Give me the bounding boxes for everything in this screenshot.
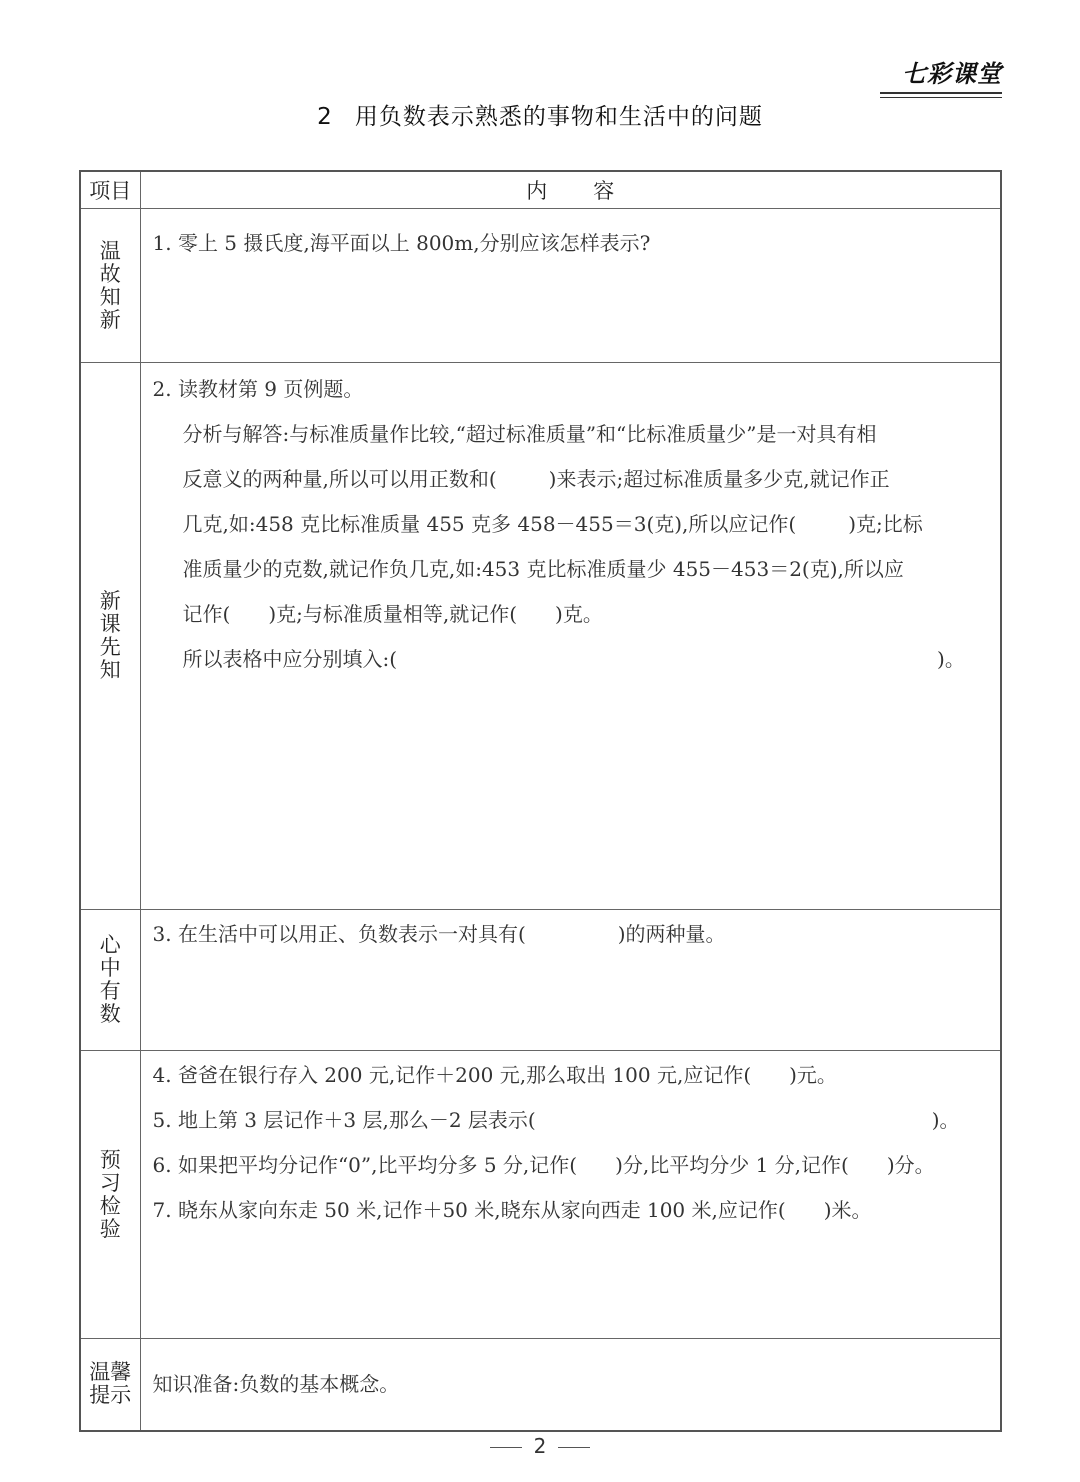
row-label-review (80, 209, 140, 363)
page-number-text: 2 (533, 1434, 547, 1458)
row-new-lesson (80, 363, 1001, 910)
header-content-text: 内容 (526, 179, 661, 203)
row-content-review (140, 209, 1001, 363)
text-segment: )元。 (789, 1063, 837, 1087)
row-label-text: 心中有数 (99, 933, 121, 1026)
text-segment: 6. 如果把平均分记作“0”,比平均分多 5 分,记作( (152, 1153, 578, 1177)
row-label-know-well (80, 910, 140, 1051)
text-segment: 几克,如:458 克比标准质量 455 克多 458－455＝3(克),所以应记作( (182, 512, 797, 536)
header-item (80, 171, 140, 209)
analysis-line-5 (153, 592, 991, 637)
text-segment: )克。 (555, 602, 603, 626)
analysis-line-4: 准质量少的克数,就记作负几克,如:453 克比标准质量少 455－453＝2(克),所以应 (182, 557, 904, 581)
text-segment: )克;比标 (848, 512, 923, 536)
question-6 (153, 1143, 991, 1188)
row-know-well (80, 910, 1001, 1051)
text-segment: 5. 地上第 3 层记作＋3 层,那么－2 层表示( (152, 1108, 536, 1132)
page-number-dash-right (558, 1447, 590, 1448)
question-1: 1. 零上 5 摄氏度,海平面以上 800m,分别应该怎样表示? (152, 231, 651, 255)
row-content-tips (140, 1339, 1001, 1431)
row-label-text: 温馨提示 (89, 1360, 132, 1408)
tip-text: 知识准备:负数的基本概念。 (152, 1371, 400, 1396)
analysis-line-1: 分析与解答:与标准质量作比较,“超过标准质量”和“比标准质量少”是一对具有相 (182, 422, 877, 446)
header-row (80, 171, 1001, 209)
text-segment: )的两种量。 (617, 922, 726, 946)
text-segment: )。 (931, 1108, 960, 1132)
row-label-tips (80, 1339, 140, 1431)
text-segment: )来表示;超过标准质量多少克,就记作正 (548, 467, 890, 491)
header-item-text: 项目 (89, 179, 132, 203)
row-preview-check (80, 1051, 1001, 1339)
text-segment: )。 (937, 647, 965, 671)
page-number-dash-left (490, 1447, 522, 1448)
row-tips (80, 1339, 1001, 1431)
row-label-preview-check (80, 1051, 140, 1339)
row-label-text: 新课先知 (99, 589, 121, 682)
question-3 (153, 912, 991, 957)
text-segment: 7. 晓东从家向东走 50 米,记作＋50 米,晓东从家向西走 100 米,应记作( (152, 1198, 786, 1222)
text-segment: )米。 (823, 1198, 872, 1222)
row-label-text: 预习检验 (99, 1147, 121, 1241)
row-content-preview-check (140, 1051, 1001, 1339)
worksheet-table (79, 170, 1002, 1432)
text-segment: )克;与标准质量相等,就记作( (268, 602, 518, 626)
page-number (0, 1434, 1080, 1458)
brand-underline (880, 92, 1002, 94)
question-4 (153, 1053, 991, 1098)
analysis-line-2 (153, 457, 991, 502)
brand-text: 七彩课堂 (902, 60, 1002, 88)
question-2: 2. 读教材第 9 页例题。 (152, 377, 364, 401)
row-label-new-lesson (80, 363, 140, 910)
text-segment: 所以表格中应分别填入:( (182, 647, 398, 671)
question-7 (153, 1188, 991, 1233)
lesson-number: 2 (317, 104, 333, 130)
text-segment: 3. 在生活中可以用正、负数表示一对具有( (152, 922, 526, 946)
row-label-text: 温故知新 (99, 238, 121, 332)
text-segment: 记作( (182, 602, 231, 626)
text-segment: )分。 (886, 1153, 935, 1177)
brand-logo (880, 56, 1002, 96)
text-segment: 4. 爸爸在银行存入 200 元,记作＋200 元,那么取出 100 元,应记作( (152, 1063, 752, 1087)
text-segment: 反意义的两种量,所以可以用正数和( (182, 467, 497, 491)
analysis-line-6 (153, 637, 991, 682)
row-content-new-lesson (140, 363, 1001, 910)
page-title (0, 98, 1080, 131)
row-content-know-well (140, 910, 1001, 1051)
analysis-line-3 (153, 502, 991, 547)
row-review (80, 209, 1001, 363)
question-5 (153, 1098, 991, 1143)
lesson-title: 用负数表示熟悉的事物和生活中的问题 (354, 104, 763, 130)
text-segment: )分,比平均分少 1 分,记作( (615, 1153, 849, 1177)
header-content (140, 171, 1001, 209)
